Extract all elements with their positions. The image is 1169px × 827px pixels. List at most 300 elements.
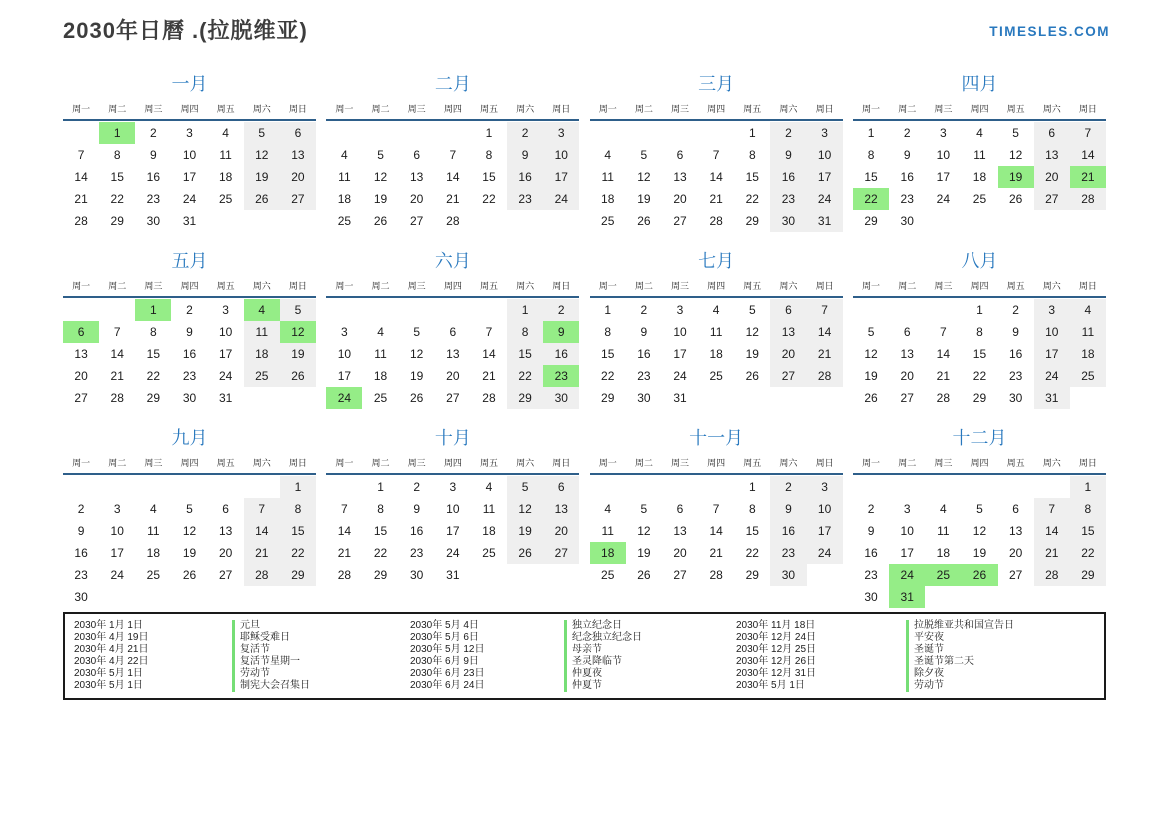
day-cell: 11 [147, 524, 160, 538]
holiday-date: 2030年 5月 1日 [74, 668, 143, 679]
day-cell: 6 [449, 325, 457, 339]
day-cell: 22 [601, 369, 615, 383]
day-cell: 1 [604, 303, 612, 317]
day-cell: 10 [673, 325, 687, 339]
empty-cell [326, 122, 362, 144]
month-calendar [326, 424, 579, 601]
month-title: 一月 [171, 74, 208, 94]
day-cell: 19 [280, 343, 316, 365]
weekday-label: 周三 [934, 458, 953, 468]
day-cell: 18 [373, 369, 388, 383]
weekday-label: 周一 [862, 104, 881, 114]
day-cell: 28 [709, 214, 723, 228]
day-cell: 16 [507, 166, 543, 188]
site-logo[interactable]: TIMESLES.COM [989, 24, 1110, 39]
day-cell: 29 [745, 214, 759, 228]
day-grid [326, 299, 579, 409]
day-cell: 17 [337, 369, 352, 383]
month-title: 十二月 [952, 428, 1007, 448]
legend-entry [74, 632, 410, 644]
weekday-label: 周日 [815, 458, 834, 468]
day-cell: 16 [770, 166, 806, 188]
day-cell: 17 [936, 170, 951, 184]
day-cell-holiday: 4 [244, 299, 280, 321]
day-cell-holiday: 12 [280, 321, 316, 343]
day-cell: 7 [807, 299, 843, 321]
day-cell: 28 [1070, 188, 1106, 210]
day-cell: 30 [864, 590, 878, 604]
day-cell: 8 [748, 502, 756, 516]
day-cell: 17 [110, 546, 124, 560]
day-cell: 26 [244, 188, 280, 210]
day-cell: 23 [146, 192, 161, 206]
day-cell: 4 [604, 148, 612, 162]
day-cell: 10 [182, 148, 197, 162]
day-cell: 25 [601, 568, 615, 582]
day-cell: 7 [485, 325, 493, 339]
weekday-label: 周六 [252, 458, 271, 468]
day-cell: 20 [1008, 546, 1023, 560]
empty-cell [471, 299, 507, 321]
weekday-label: 周六 [516, 281, 535, 291]
weekday-header [590, 456, 843, 475]
day-cell: 31 [807, 210, 843, 232]
month-calendar [63, 70, 316, 247]
legend-entry [736, 668, 1100, 680]
day-cell: 29 [864, 214, 878, 228]
day-cell: 13 [543, 498, 579, 520]
holiday-name: 圣诞节 [906, 644, 1100, 656]
day-cell: 23 [864, 568, 878, 582]
day-cell-holiday: 9 [543, 321, 579, 343]
holiday-date: 2030年 5月 6日 [410, 632, 479, 643]
day-cell: 13 [410, 170, 424, 184]
month-title: 十月 [434, 428, 471, 448]
day-cell: 11 [219, 148, 232, 162]
weekday-label: 周五 [1006, 281, 1025, 291]
day-cell: 14 [1034, 520, 1070, 542]
day-cell: 15 [1070, 520, 1106, 542]
day-cell: 3 [903, 502, 911, 516]
holiday-name: 纪念独立纪念日 [564, 632, 736, 644]
weekday-label: 周二 [898, 458, 917, 468]
day-cell: 29 [146, 391, 161, 405]
weekday-label: 周三 [407, 458, 426, 468]
day-cell: 31 [673, 391, 687, 405]
day-cell: 8 [280, 498, 316, 520]
day-cell: 9 [413, 502, 421, 516]
day-cell: 22 [745, 546, 759, 560]
weekday-label: 周五 [1006, 458, 1025, 468]
empty-cell [925, 299, 961, 321]
day-cell: 30 [146, 214, 161, 228]
month-calendar [590, 424, 843, 601]
day-cell: 15 [864, 170, 878, 184]
day-cell: 10 [807, 144, 843, 166]
day-cell: 4 [712, 303, 720, 317]
day-cell: 21 [1034, 542, 1070, 564]
weekday-label: 周三 [407, 281, 426, 291]
day-cell: 23 [900, 192, 914, 206]
day-cell: 30 [770, 564, 806, 586]
day-cell: 27 [218, 568, 233, 582]
day-cell: 19 [637, 192, 651, 206]
day-cell: 11 [709, 325, 723, 339]
day-cell: 15 [280, 520, 316, 542]
weekday-label: 周五 [216, 281, 235, 291]
empty-cell [925, 476, 961, 498]
empty-cell [889, 299, 925, 321]
day-cell: 6 [280, 122, 316, 144]
day-cell: 26 [1008, 192, 1023, 206]
day-cell: 5 [280, 299, 316, 321]
weekday-label: 周六 [779, 281, 798, 291]
day-cell: 16 [864, 546, 878, 560]
day-cell: 10 [1034, 321, 1070, 343]
day-cell: 5 [867, 325, 875, 339]
holiday-legend [63, 612, 1106, 700]
day-cell: 10 [446, 502, 460, 516]
legend-entry [736, 620, 1100, 632]
holiday-name: 复活节星期一 [232, 656, 410, 668]
day-cell: 6 [1012, 502, 1019, 516]
legend-entry [410, 680, 736, 692]
empty-cell [626, 122, 662, 144]
day-cell: 18 [972, 170, 987, 184]
weekday-header [853, 102, 1106, 121]
day-grid [326, 122, 579, 232]
day-cell-holiday: 25 [925, 564, 961, 586]
day-cell: 25 [218, 192, 233, 206]
day-cell: 20 [280, 166, 316, 188]
legend-column [74, 620, 410, 692]
day-cell: 24 [936, 192, 951, 206]
weekday-label: 周一 [72, 458, 91, 468]
weekday-label: 周二 [371, 281, 390, 291]
day-cell: 29 [1070, 564, 1106, 586]
day-cell: 8 [604, 325, 612, 339]
holiday-date: 2030年 12月 26日 [736, 656, 817, 667]
empty-cell [208, 476, 244, 498]
day-cell: 4 [222, 126, 229, 140]
empty-cell [889, 476, 925, 498]
day-cell: 25 [1070, 365, 1106, 387]
day-cell: 4 [377, 325, 384, 339]
day-cell: 2 [150, 126, 157, 140]
day-cell: 7 [939, 325, 947, 339]
day-grid [590, 122, 843, 232]
day-cell: 12 [182, 524, 197, 538]
day-cell: 27 [770, 365, 806, 387]
day-cell-holiday: 19 [998, 166, 1034, 188]
holiday-date: 2030年 5月 1日 [74, 680, 143, 691]
day-cell: 26 [637, 214, 651, 228]
day-cell: 7 [1034, 498, 1070, 520]
weekday-label: 周三 [934, 104, 953, 114]
legend-entry [410, 656, 736, 668]
day-cell: 26 [410, 391, 424, 405]
day-cell: 17 [1034, 343, 1070, 365]
day-cell: 15 [745, 170, 759, 184]
day-cell: 14 [807, 321, 843, 343]
day-cell: 14 [446, 170, 460, 184]
day-cell: 14 [936, 347, 951, 361]
day-cell: 23 [770, 542, 806, 564]
day-cell: 2 [507, 122, 543, 144]
day-cell: 9 [867, 524, 875, 538]
day-cell: 5 [507, 476, 543, 498]
empty-cell [662, 122, 698, 144]
day-cell: 21 [446, 192, 460, 206]
day-cell: 27 [446, 391, 460, 405]
holiday-name: 劳动节 [906, 680, 1100, 692]
day-cell: 29 [972, 391, 987, 405]
day-cell: 13 [673, 524, 687, 538]
day-cell: 23 [637, 369, 651, 383]
day-cell: 12 [410, 347, 424, 361]
day-cell: 5 [413, 325, 421, 339]
day-cell: 26 [507, 542, 543, 564]
day-cell: 16 [900, 170, 914, 184]
weekday-label: 周日 [288, 458, 307, 468]
day-cell: 21 [482, 369, 496, 383]
day-cell: 6 [770, 299, 806, 321]
empty-cell [326, 476, 362, 498]
weekday-header [63, 279, 316, 298]
day-cell: 28 [936, 391, 951, 405]
day-cell: 23 [410, 546, 424, 560]
day-cell: 19 [373, 192, 388, 206]
holiday-date: 2030年 12月 31日 [736, 668, 817, 679]
day-cell: 5 [1012, 126, 1019, 140]
day-cell: 10 [936, 148, 951, 162]
day-cell: 21 [936, 369, 951, 383]
day-cell: 27 [1034, 188, 1070, 210]
day-cell: 5 [244, 122, 280, 144]
day-cell: 10 [807, 498, 843, 520]
day-cell: 3 [807, 476, 843, 498]
day-cell-holiday: 21 [1070, 166, 1106, 188]
day-cell: 11 [601, 524, 614, 538]
holiday-name: 仲夏夜 [564, 668, 736, 680]
day-cell: 1 [485, 126, 493, 140]
day-cell: 30 [1008, 391, 1023, 405]
legend-entry [74, 644, 410, 656]
day-cell: 23 [507, 188, 543, 210]
holiday-date: 2030年 6月 23日 [410, 668, 485, 679]
holiday-name: 除夕夜 [906, 668, 1100, 680]
weekday-label: 周四 [970, 281, 989, 291]
holiday-name: 独立纪念日 [564, 620, 736, 632]
weekday-label: 周三 [144, 458, 163, 468]
empty-cell [362, 122, 398, 144]
legend-column [410, 620, 736, 692]
day-cell: 11 [482, 502, 496, 516]
day-cell: 28 [807, 365, 843, 387]
weekday-header [590, 279, 843, 298]
day-cell: 19 [182, 546, 197, 560]
empty-cell [853, 476, 889, 498]
day-cell: 27 [543, 542, 579, 564]
day-cell: 18 [601, 192, 615, 206]
day-cell: 30 [637, 391, 651, 405]
day-cell: 30 [74, 590, 88, 604]
legend-entry [74, 680, 410, 692]
month-calendar [853, 247, 1106, 424]
day-cell: 3 [341, 325, 348, 339]
weekday-label: 周一 [598, 458, 617, 468]
weekday-label: 周四 [970, 104, 989, 114]
weekday-label: 周二 [634, 281, 653, 291]
day-cell: 25 [146, 568, 161, 582]
day-cell: 13 [74, 347, 88, 361]
day-cell: 18 [146, 546, 161, 560]
weekday-header [590, 102, 843, 121]
holiday-name: 劳动节 [232, 668, 410, 680]
weekday-label: 周三 [144, 104, 163, 114]
day-cell: 6 [413, 148, 421, 162]
day-cell: 12 [972, 524, 987, 538]
weekday-label: 周四 [970, 458, 989, 468]
day-cell: 13 [446, 347, 460, 361]
day-cell: 9 [77, 524, 85, 538]
day-cell: 12 [745, 325, 759, 339]
day-cell: 22 [507, 365, 543, 387]
day-cell: 16 [1008, 347, 1023, 361]
day-cell: 28 [446, 214, 460, 228]
day-cell: 27 [1008, 568, 1023, 582]
day-cell: 20 [410, 192, 424, 206]
weekday-label: 周五 [216, 458, 235, 468]
legend-entry [410, 632, 736, 644]
weekday-label: 周四 [180, 281, 199, 291]
day-cell: 9 [770, 498, 806, 520]
weekday-label: 周三 [934, 281, 953, 291]
weekday-label: 周六 [779, 458, 798, 468]
legend-entry [74, 620, 410, 632]
weekday-label: 周日 [1078, 104, 1097, 114]
day-cell: 6 [903, 325, 911, 339]
day-cell: 16 [770, 520, 806, 542]
month-title: 九月 [171, 428, 208, 448]
day-cell: 22 [146, 369, 161, 383]
day-cell: 28 [1034, 564, 1070, 586]
weekday-label: 周六 [516, 458, 535, 468]
weekday-label: 周二 [898, 281, 917, 291]
months-grid [63, 70, 1106, 604]
day-cell: 3 [222, 303, 229, 317]
day-cell-holiday: 23 [543, 365, 579, 387]
weekday-label: 周三 [671, 281, 690, 291]
day-cell: 31 [218, 391, 233, 405]
holiday-date: 2030年 11月 18日 [736, 620, 816, 631]
page-title: 2030年日曆 .(拉脱维亚) [63, 18, 308, 43]
weekday-label: 周一 [598, 281, 617, 291]
day-cell: 22 [1070, 542, 1106, 564]
day-cell: 3 [543, 122, 579, 144]
month-calendar [63, 424, 316, 604]
day-cell: 10 [110, 524, 124, 538]
day-cell: 22 [280, 542, 316, 564]
day-cell: 18 [709, 347, 723, 361]
day-cell: 5 [186, 502, 193, 516]
holiday-name: 拉脱维亚共和国宣告日 [906, 620, 1100, 632]
day-cell: 9 [1012, 325, 1019, 339]
day-cell: 3 [676, 303, 684, 317]
day-cell: 2 [543, 299, 579, 321]
weekday-label: 周六 [779, 104, 798, 114]
day-cell: 12 [864, 347, 878, 361]
day-cell: 28 [709, 568, 723, 582]
day-cell-holiday: 24 [889, 564, 925, 586]
day-cell: 24 [807, 542, 843, 564]
day-cell: 3 [939, 126, 947, 140]
day-cell: 22 [745, 192, 759, 206]
day-cell: 16 [543, 343, 579, 365]
day-cell: 1 [377, 480, 384, 494]
day-cell: 14 [482, 347, 496, 361]
day-cell: 8 [867, 148, 875, 162]
day-cell: 19 [244, 166, 280, 188]
legend-entry [736, 632, 1100, 644]
holiday-name: 圣灵降临节 [564, 656, 736, 668]
day-cell: 23 [182, 369, 197, 383]
day-cell: 17 [446, 524, 460, 538]
day-cell: 2 [903, 126, 911, 140]
day-cell: 16 [74, 546, 88, 560]
month-title: 六月 [434, 251, 471, 271]
day-cell: 16 [410, 524, 424, 538]
weekday-label: 周二 [108, 458, 127, 468]
day-cell: 2 [77, 502, 85, 516]
day-cell: 8 [150, 325, 157, 339]
day-cell: 18 [482, 524, 496, 538]
holiday-name: 仲夏节 [564, 680, 736, 692]
empty-cell [63, 299, 99, 321]
holiday-name: 母亲节 [564, 644, 736, 656]
weekday-label: 周五 [479, 104, 498, 114]
day-grid [590, 476, 843, 586]
empty-cell [961, 476, 997, 498]
day-cell: 10 [543, 144, 579, 166]
day-cell: 26 [373, 214, 388, 228]
weekday-label: 周二 [898, 104, 917, 114]
day-cell: 4 [604, 502, 612, 516]
day-cell: 11 [937, 524, 950, 538]
day-cell: 2 [186, 303, 193, 317]
weekday-label: 周四 [443, 281, 462, 291]
day-cell: 5 [640, 148, 648, 162]
day-cell: 3 [113, 502, 121, 516]
day-cell: 4 [485, 480, 493, 494]
day-cell: 28 [337, 568, 352, 582]
day-cell: 19 [972, 546, 987, 560]
day-cell: 8 [377, 502, 384, 516]
day-cell: 8 [1070, 498, 1106, 520]
empty-cell [399, 299, 435, 321]
day-cell: 24 [110, 568, 124, 582]
weekday-label: 周日 [288, 104, 307, 114]
day-cell: 13 [1008, 524, 1023, 538]
empty-cell [135, 476, 171, 498]
empty-cell [244, 476, 280, 498]
day-cell: 13 [673, 170, 687, 184]
day-cell: 21 [337, 546, 352, 560]
weekday-header [326, 102, 579, 121]
day-cell: 30 [900, 214, 914, 228]
month-title: 八月 [961, 251, 998, 271]
day-cell: 31 [446, 568, 460, 582]
